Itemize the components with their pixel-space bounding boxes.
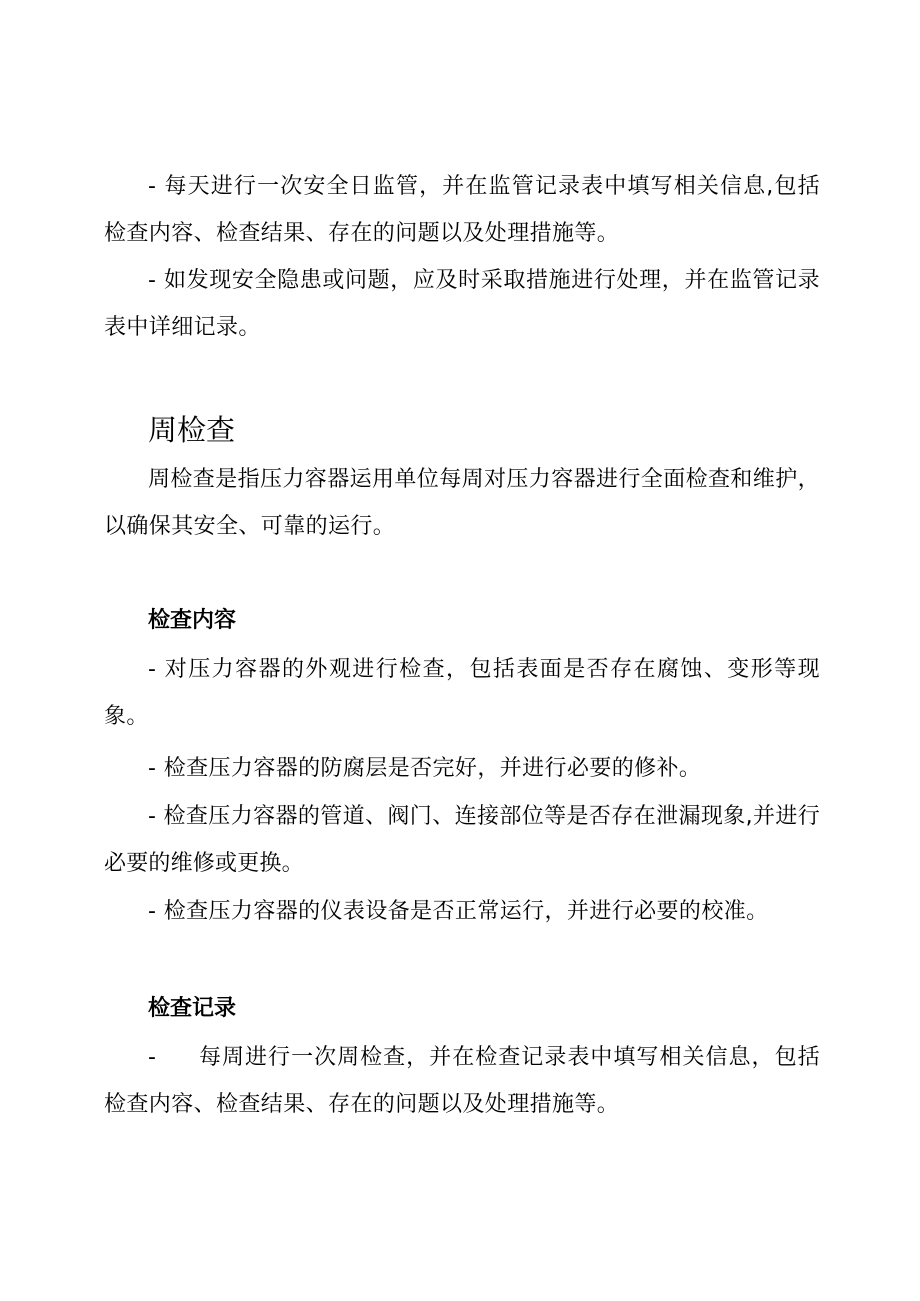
weekly-intro: 周检查是指压力容器运用单位每周对压力容器进行全面检查和维护，以确保其安全、可靠的运行。 bbox=[104, 467, 821, 539]
record-item-dash: - bbox=[148, 1045, 157, 1070]
daily-item-2: - 如发现安全隐患或问题，应及时采取措施进行处理，并在监管记录表中详细记录。 bbox=[104, 268, 820, 340]
subheading-check-record: 检查记录 bbox=[148, 996, 237, 1021]
record-item-1 bbox=[104, 1034, 820, 1128]
record-item-text: 每周进行一次周检查，并在检查记录表中填写相关信息，包括检查内容、检查结果、存在的问题以及处理措施等。 bbox=[104, 1045, 820, 1117]
content-item-4: - 检查压力容器的仪表设备是否正常运行，并进行必要的校准。 bbox=[148, 899, 769, 924]
content-item-2: - 检查压力容器的防腐层是否完好，并进行必要的修补。 bbox=[148, 756, 702, 781]
content-item-1: - 对压力容器的外观进行检查，包括表面是否存在腐蚀、变形等现象。 bbox=[104, 657, 820, 729]
daily-item-1: - 每天进行一次安全日监管，并在监管记录表中填写相关信息,包括检查内容、检查结果、存在的问题以及处理措施等。 bbox=[104, 174, 820, 246]
section-heading-weekly: 周检查 bbox=[148, 413, 236, 447]
content-item-3: - 检查压力容器的管道、阀门、连接部位等是否存在泄漏现象,并进行必要的维修或更换。 bbox=[104, 804, 820, 876]
subheading-check-content: 检查内容 bbox=[148, 608, 237, 633]
